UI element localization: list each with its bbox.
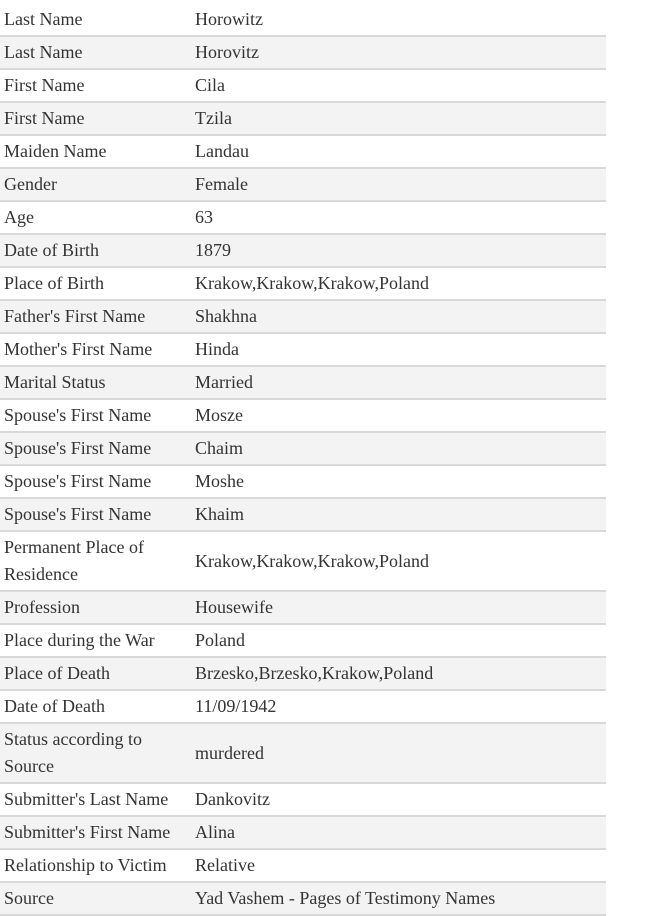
- table-row: [0, 201, 606, 234]
- table-row: [0, 4, 606, 36]
- table-row: [0, 234, 606, 267]
- field-label: Submitter's Last Name: [0, 783, 191, 816]
- field-label: Relationship to Victim: [0, 849, 191, 882]
- field-value: 63: [191, 201, 606, 234]
- field-value: Horovitz: [191, 36, 606, 69]
- table-row: [0, 300, 606, 333]
- table-row: [0, 498, 606, 531]
- field-label: Spouse's First Name: [0, 465, 191, 498]
- table-row: [0, 624, 606, 657]
- field-value: Mosze: [191, 399, 606, 432]
- field-value: Married: [191, 366, 606, 399]
- table-row: [0, 657, 606, 690]
- field-value: Krakow,Krakow,Krakow,Poland: [191, 267, 606, 300]
- table-row: [0, 366, 606, 399]
- field-value: 1879: [191, 234, 606, 267]
- field-label: Spouse's First Name: [0, 399, 191, 432]
- field-label: Date of Death: [0, 690, 191, 723]
- field-value: Housewife: [191, 591, 606, 624]
- table-row: [0, 102, 606, 135]
- table-row: [0, 267, 606, 300]
- field-label: Last Name: [0, 4, 191, 36]
- table-row: [0, 816, 606, 849]
- field-label: Marital Status: [0, 366, 191, 399]
- table-row: [0, 69, 606, 102]
- field-value: Female: [191, 168, 606, 201]
- victim-record-table: [0, 4, 606, 916]
- field-label: First Name: [0, 102, 191, 135]
- table-row: [0, 168, 606, 201]
- field-label: First Name: [0, 69, 191, 102]
- field-value: Shakhna: [191, 300, 606, 333]
- field-value: Tzila: [191, 102, 606, 135]
- field-value: Poland: [191, 624, 606, 657]
- field-value: Horowitz: [191, 4, 606, 36]
- record-rows: [0, 4, 606, 915]
- table-row: [0, 723, 606, 783]
- table-row: [0, 465, 606, 498]
- field-value: Landau: [191, 135, 606, 168]
- table-row: [0, 690, 606, 723]
- table-row: [0, 135, 606, 168]
- field-value: Dankovitz: [191, 783, 606, 816]
- table-row: [0, 399, 606, 432]
- field-label: Father's First Name: [0, 300, 191, 333]
- field-value: Krakow,Krakow,Krakow,Poland: [191, 531, 606, 591]
- table-row: [0, 333, 606, 366]
- field-value: Hinda: [191, 333, 606, 366]
- field-value: Relative: [191, 849, 606, 882]
- field-label: Spouse's First Name: [0, 498, 191, 531]
- field-label: Place during the War: [0, 624, 191, 657]
- field-label: Maiden Name: [0, 135, 191, 168]
- field-value: murdered: [191, 723, 606, 783]
- field-label: Submitter's First Name: [0, 816, 191, 849]
- field-value: Alina: [191, 816, 606, 849]
- table-row: [0, 531, 606, 591]
- field-label: Profession: [0, 591, 191, 624]
- field-value: 11/09/1942: [191, 690, 606, 723]
- field-label: Age: [0, 201, 191, 234]
- field-label: Status according to Source: [0, 723, 191, 783]
- field-value: Chaim: [191, 432, 606, 465]
- field-label: Spouse's First Name: [0, 432, 191, 465]
- field-label: Last Name: [0, 36, 191, 69]
- field-label: Place of Death: [0, 657, 191, 690]
- field-value: Moshe: [191, 465, 606, 498]
- field-value: Khaim: [191, 498, 606, 531]
- field-value: Brzesko,Brzesko,Krakow,Poland: [191, 657, 606, 690]
- field-label: Place of Birth: [0, 267, 191, 300]
- field-value: Cila: [191, 69, 606, 102]
- table-row: [0, 783, 606, 816]
- table-row: [0, 591, 606, 624]
- table-row: [0, 432, 606, 465]
- table-row: [0, 849, 606, 882]
- field-label: Mother's First Name: [0, 333, 191, 366]
- field-label: Date of Birth: [0, 234, 191, 267]
- field-label: Gender: [0, 168, 191, 201]
- table-row: [0, 36, 606, 69]
- table-row: [0, 882, 606, 915]
- field-label: Permanent Place of Residence: [0, 531, 191, 591]
- field-label: Source: [0, 882, 191, 915]
- field-value: Yad Vashem - Pages of Testimony Names: [191, 882, 606, 915]
